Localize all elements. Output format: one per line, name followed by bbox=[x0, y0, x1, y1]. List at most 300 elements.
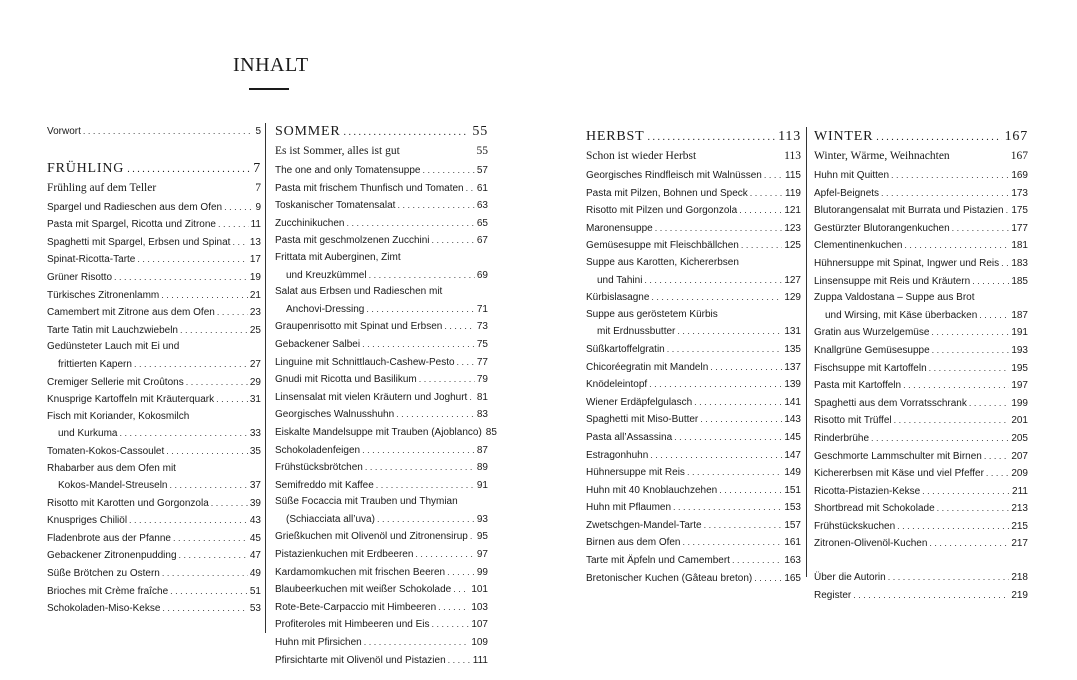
entry-title: Anchovi-Dressing bbox=[286, 303, 365, 315]
page-number: 61 bbox=[476, 182, 488, 194]
toc-entry[interactable] bbox=[814, 569, 1028, 587]
entry-title: und Kurkuma bbox=[58, 428, 118, 440]
entry-title: Kardamomkuchen mit frischen Beeren bbox=[275, 566, 446, 578]
page-number: 21 bbox=[249, 289, 261, 301]
dot-leader bbox=[438, 599, 469, 616]
toc-entry[interactable] bbox=[47, 547, 261, 565]
subtitle-text: Es ist Sommer, alles ist gut bbox=[275, 145, 400, 157]
toc-entry[interactable] bbox=[814, 237, 1028, 255]
page-number: 175 bbox=[1011, 205, 1028, 217]
entry-title: Knuspriges Chiliöl bbox=[47, 515, 128, 527]
toc-entry[interactable] bbox=[586, 202, 801, 220]
toc-entry[interactable] bbox=[47, 600, 261, 618]
entry-title: Grüner Risotto bbox=[47, 271, 113, 283]
page-number: 81 bbox=[476, 391, 488, 403]
entry-title: Huhn mit Quitten bbox=[814, 170, 890, 181]
toc-entry[interactable] bbox=[586, 185, 801, 203]
dot-leader bbox=[448, 652, 471, 669]
entry-title: Knödeleintopf bbox=[586, 379, 648, 391]
entry-title: und Wirsing, mit Käse überbacken bbox=[825, 309, 978, 321]
toc-entry[interactable] bbox=[275, 232, 488, 250]
entry-title: Huhn mit Pflaumen bbox=[586, 502, 672, 514]
entry-title: Pfirsichtarte mit Olivenöl und Pistazien bbox=[275, 654, 446, 666]
dot-leader bbox=[216, 391, 248, 408]
dot-leader bbox=[179, 547, 248, 564]
toc-entry[interactable] bbox=[47, 530, 261, 548]
toc-entry[interactable] bbox=[814, 273, 1028, 291]
toc-entry[interactable] bbox=[275, 389, 488, 407]
toc-entry[interactable] bbox=[275, 564, 488, 582]
toc-entry[interactable] bbox=[814, 465, 1028, 483]
page-number: 87 bbox=[476, 444, 488, 456]
dot-leader bbox=[764, 167, 783, 184]
entry-title: Clementinenkuchen bbox=[814, 240, 903, 252]
entry-title-line[interactable]: Rhabarber aus dem Ofen mit bbox=[47, 462, 176, 474]
page-number: 205 bbox=[1011, 432, 1028, 444]
toc-entry[interactable] bbox=[814, 587, 1028, 605]
page-number: 187 bbox=[1011, 309, 1028, 321]
entry-title: Zucchinikuchen bbox=[275, 217, 345, 229]
toc-entry[interactable] bbox=[275, 301, 488, 319]
entry-title: Georgisches Rindfleisch mit Walnüssen bbox=[586, 170, 762, 181]
dot-leader bbox=[931, 324, 1009, 341]
page-title: INHALT bbox=[233, 54, 309, 76]
dot-leader bbox=[217, 304, 248, 321]
page-number: 217 bbox=[1011, 538, 1028, 550]
toc-entry[interactable] bbox=[47, 425, 261, 443]
toc-entry[interactable] bbox=[814, 395, 1028, 413]
toc-entry[interactable] bbox=[586, 499, 801, 517]
toc-entry[interactable] bbox=[814, 360, 1028, 378]
entry-title: Hühnersuppe mit Spinat, Ingwer und Reis bbox=[814, 257, 1000, 269]
entry-title: Shortbread mit Schokolade bbox=[814, 503, 935, 515]
toc-entry[interactable] bbox=[275, 371, 488, 389]
toc-entries bbox=[275, 162, 497, 669]
toc-entry[interactable] bbox=[586, 534, 801, 552]
subtitle-page: 167 bbox=[1010, 150, 1028, 162]
page-number: 53 bbox=[249, 603, 261, 615]
toc-entry[interactable] bbox=[275, 652, 488, 670]
section-heading-fruehling[interactable] bbox=[47, 159, 261, 180]
dot-leader bbox=[644, 272, 782, 289]
dot-leader bbox=[710, 359, 782, 376]
page-number: 63 bbox=[476, 200, 488, 212]
page-number: 37 bbox=[249, 480, 261, 492]
page-number: 111 bbox=[472, 654, 488, 666]
toc-entry[interactable] bbox=[275, 267, 488, 285]
dot-leader bbox=[127, 160, 250, 180]
section-subtitle[interactable] bbox=[275, 143, 488, 159]
entry-title: Gnudi mit Ricotta und Basilikum bbox=[275, 374, 417, 386]
entry-title: Fladenbrote aus der Pfanne bbox=[47, 532, 171, 544]
toc-column-2 bbox=[275, 122, 497, 669]
toc-entry[interactable] bbox=[586, 552, 801, 570]
entry-title: Gebackener Salbei bbox=[275, 338, 361, 350]
toc-entry[interactable] bbox=[586, 429, 801, 447]
entry-title: Grießkuchen mit Olivenöl und Zitronensirup bbox=[275, 531, 468, 543]
entry-title: Frühstückskuchen bbox=[814, 520, 896, 532]
dot-leader bbox=[853, 587, 1009, 604]
entry-title: Schokoladen-Miso-Kekse bbox=[47, 603, 161, 615]
toc-entry[interactable] bbox=[47, 304, 261, 322]
dot-leader bbox=[129, 512, 248, 529]
entry-title: Linsensalat mit vielen Kräutern und Joghurt bbox=[275, 391, 468, 403]
entry-title: Linsensuppe mit Reis und Kräutern bbox=[814, 275, 971, 287]
page-number: 211 bbox=[1012, 485, 1028, 497]
page-number: 197 bbox=[1011, 380, 1028, 392]
toc-entry[interactable] bbox=[47, 199, 261, 217]
page-number: 97 bbox=[476, 549, 488, 561]
toc-entry[interactable] bbox=[47, 216, 261, 234]
page-number: 39 bbox=[249, 497, 261, 509]
toc-entry[interactable] bbox=[586, 411, 801, 429]
dot-leader bbox=[170, 477, 248, 494]
dot-leader bbox=[979, 307, 1009, 324]
toc-entries bbox=[47, 199, 261, 618]
dot-leader bbox=[894, 412, 1010, 429]
entry-title-line[interactable]: Salat aus Erbsen und Radieschen mit bbox=[275, 286, 443, 298]
toc-entries bbox=[814, 167, 1028, 553]
toc-entry[interactable] bbox=[47, 565, 261, 583]
dot-leader bbox=[972, 273, 1009, 290]
entry-title: Chicoréegratin mit Mandeln bbox=[586, 361, 709, 373]
section-heading-sommer[interactable] bbox=[275, 122, 488, 143]
section-subtitle[interactable] bbox=[47, 180, 261, 196]
section-subtitle[interactable] bbox=[586, 148, 801, 164]
toc-entry[interactable] bbox=[586, 167, 801, 185]
section-page: 113 bbox=[778, 129, 801, 144]
page-number: 19 bbox=[249, 271, 261, 283]
dot-leader bbox=[447, 564, 475, 581]
toc-entry[interactable] bbox=[586, 517, 801, 535]
subtitle-page: 113 bbox=[784, 150, 801, 162]
toc-entry[interactable] bbox=[586, 464, 801, 482]
entry-title-line[interactable]: Fisch mit Koriander, Kokosmilch bbox=[47, 410, 190, 422]
toc-entry[interactable] bbox=[47, 356, 261, 374]
page-number: 181 bbox=[1011, 240, 1028, 252]
toc-entry[interactable] bbox=[275, 477, 488, 495]
page-number: 149 bbox=[784, 467, 801, 479]
page-number: 119 bbox=[785, 187, 801, 199]
dot-leader bbox=[83, 123, 254, 140]
toc-entry[interactable] bbox=[47, 495, 261, 513]
page-number: 29 bbox=[249, 376, 261, 388]
page-number: 77 bbox=[476, 356, 488, 368]
entry-title: Ricotta-Pistazien-Kekse bbox=[814, 485, 921, 497]
toc-entry[interactable] bbox=[47, 269, 261, 287]
entry-title-line[interactable]: Suppe aus Karotten, Kichererbsen bbox=[586, 256, 739, 268]
toc-entry[interactable] bbox=[586, 359, 801, 377]
toc-entry[interactable] bbox=[586, 272, 801, 290]
page-number: 143 bbox=[784, 414, 801, 426]
entry-title: Risotto mit Pilzen und Gorgonzola bbox=[586, 205, 738, 217]
entry-title: Gemüsesuppe mit Fleischbällchen bbox=[586, 240, 739, 252]
entry-title-line[interactable]: Frittata mit Auberginen, Zimt bbox=[275, 251, 401, 263]
toc-entry[interactable] bbox=[814, 255, 1028, 273]
page-number: 79 bbox=[476, 374, 488, 386]
dot-leader bbox=[903, 377, 1009, 394]
toc-entry[interactable] bbox=[47, 322, 261, 340]
entry-title: Pasta mit frischem Thunfisch und Tomaten bbox=[275, 182, 464, 194]
toc-entry[interactable] bbox=[814, 185, 1028, 203]
dot-leader bbox=[700, 411, 782, 428]
toc-entry[interactable] bbox=[275, 634, 488, 652]
entry-title: und Tahini bbox=[597, 274, 643, 286]
page-number: 213 bbox=[1011, 503, 1028, 515]
toc-entry[interactable] bbox=[586, 447, 801, 465]
toc-entry[interactable] bbox=[586, 482, 801, 500]
entry-title: Camembert mit Zitrone aus dem Ofen bbox=[47, 307, 215, 319]
dot-leader bbox=[415, 546, 474, 563]
dot-leader bbox=[396, 406, 475, 423]
page-number: 57 bbox=[476, 165, 488, 176]
dot-leader bbox=[694, 394, 782, 411]
entry-title: The one and only Tomatensuppe bbox=[275, 165, 421, 176]
dot-leader bbox=[649, 376, 782, 393]
dot-leader bbox=[704, 517, 783, 534]
dot-leader bbox=[134, 356, 248, 373]
entry-title: Graupenrisotto mit Spinat und Erbsen bbox=[275, 321, 443, 333]
page-number: 183 bbox=[1011, 257, 1028, 269]
toc-entry[interactable] bbox=[586, 341, 801, 359]
entry-title: und Kreuzkümmel bbox=[286, 269, 367, 281]
toc-entry[interactable] bbox=[275, 354, 488, 372]
page-number: 121 bbox=[784, 205, 801, 217]
page-number: 129 bbox=[784, 292, 801, 304]
entry-title: Risotto mit Karotten und Gorgonzola bbox=[47, 497, 209, 509]
toc-entry[interactable] bbox=[275, 511, 488, 529]
toc-entry[interactable] bbox=[586, 289, 801, 307]
page-number: 185 bbox=[1011, 275, 1028, 287]
toc-entry[interactable] bbox=[275, 599, 488, 617]
toc-entry[interactable] bbox=[586, 237, 801, 255]
section-title: HERBST bbox=[586, 129, 645, 144]
toc-entry[interactable] bbox=[586, 376, 801, 394]
entry-title: Hühnersuppe mit Reis bbox=[586, 467, 685, 479]
toc-entry[interactable] bbox=[47, 512, 261, 530]
toc-entry[interactable] bbox=[275, 528, 488, 546]
page-number: 199 bbox=[1011, 397, 1028, 409]
toc-entry[interactable] bbox=[275, 616, 488, 634]
page-number: 139 bbox=[784, 379, 801, 391]
page-number: 101 bbox=[471, 584, 488, 596]
entry-title: Pasta mit Kartoffeln bbox=[814, 380, 902, 392]
toc-entry[interactable] bbox=[47, 443, 261, 461]
entry-title: Profiteroles mit Himbeeren und Eis bbox=[275, 619, 430, 631]
toc-entry[interactable] bbox=[814, 220, 1028, 238]
section-subtitle[interactable] bbox=[814, 148, 1028, 164]
toc-entry[interactable] bbox=[814, 342, 1028, 360]
toc-entry[interactable] bbox=[275, 406, 488, 424]
dot-leader bbox=[673, 499, 782, 516]
page-number: 151 bbox=[784, 484, 801, 496]
page-number: 49 bbox=[249, 568, 261, 580]
dot-leader bbox=[232, 234, 247, 251]
page-number: 218 bbox=[1011, 572, 1028, 584]
toc-entry[interactable] bbox=[814, 518, 1028, 536]
toc-entry[interactable] bbox=[275, 215, 488, 233]
page-number: 85 bbox=[485, 426, 497, 438]
entry-title: Pasta mit geschmolzenen Zucchini bbox=[275, 235, 430, 247]
toc-entry[interactable] bbox=[586, 570, 801, 588]
dot-leader bbox=[419, 371, 475, 388]
page-number: 109 bbox=[471, 637, 488, 649]
toc-entry[interactable] bbox=[814, 430, 1028, 448]
page-number: 127 bbox=[784, 274, 801, 286]
entry-title: Süßkartoffelgratin bbox=[586, 343, 665, 355]
entry-title-line[interactable]: Süße Focaccia mit Trauben und Thymian bbox=[275, 496, 458, 508]
subtitle-text: Frühling auf dem Teller bbox=[47, 181, 157, 194]
entry-title: Türkisches Zitronenlamm bbox=[47, 289, 160, 301]
dot-leader bbox=[180, 322, 248, 339]
entry-title: Kokos-Mandel-Streuseln bbox=[58, 480, 168, 492]
dot-leader bbox=[650, 447, 782, 464]
page-number: 123 bbox=[784, 222, 801, 234]
toc-entry[interactable] bbox=[47, 234, 261, 252]
dot-leader bbox=[647, 128, 775, 148]
dot-leader bbox=[683, 534, 783, 551]
toc-entry[interactable] bbox=[275, 424, 497, 442]
section-page: 167 bbox=[1004, 129, 1028, 144]
toc-entry[interactable] bbox=[814, 377, 1028, 395]
dot-leader bbox=[224, 199, 253, 216]
page-number: 93 bbox=[476, 513, 488, 525]
page-number: 5 bbox=[255, 126, 261, 137]
toc-entry[interactable] bbox=[814, 324, 1028, 342]
entry-title-line[interactable]: Zuppa Valdostana – Suppe aus Brot bbox=[814, 292, 975, 304]
dot-leader bbox=[369, 267, 475, 284]
page-number: 51 bbox=[249, 585, 261, 597]
page-number: 73 bbox=[476, 321, 488, 333]
page-number: 201 bbox=[1011, 415, 1028, 427]
dot-leader bbox=[162, 565, 248, 582]
dot-leader bbox=[932, 342, 1010, 359]
dot-leader bbox=[750, 185, 783, 202]
page-number: 35 bbox=[249, 445, 261, 457]
page-number: 215 bbox=[1011, 520, 1028, 532]
dot-leader bbox=[432, 616, 470, 633]
section-page: 55 bbox=[472, 124, 488, 139]
page-number: 177 bbox=[1011, 222, 1028, 234]
entry-title: Pasta all’Assassina bbox=[586, 431, 673, 443]
dot-leader bbox=[937, 500, 1010, 517]
column-divider-right bbox=[806, 127, 807, 577]
dot-leader bbox=[741, 237, 782, 254]
dot-leader bbox=[162, 600, 247, 617]
toc-entry[interactable] bbox=[586, 394, 801, 412]
toc-entry[interactable] bbox=[47, 477, 261, 495]
toc-entry[interactable] bbox=[47, 287, 261, 305]
dot-leader bbox=[655, 220, 783, 237]
page-number: 219 bbox=[1011, 589, 1028, 601]
entry-title: Vorwort bbox=[47, 126, 81, 137]
page-number: 43 bbox=[249, 515, 261, 527]
entry-title: Apfel-Beignets bbox=[814, 187, 880, 199]
toc-entry[interactable] bbox=[47, 374, 261, 392]
entry-title: Maronensuppe bbox=[586, 222, 653, 234]
toc-entry[interactable] bbox=[275, 442, 488, 460]
section-heading-winter[interactable] bbox=[814, 127, 1028, 148]
entry-title: Zwetschgen-Mandel-Tarte bbox=[586, 519, 702, 531]
entry-title-line[interactable]: Suppe aus geröstetem Kürbis bbox=[586, 308, 718, 320]
toc-entry[interactable] bbox=[814, 307, 1028, 325]
dot-leader bbox=[667, 341, 783, 358]
entry-title: Kichererbsen mit Käse und viel Pfeffer bbox=[814, 468, 984, 480]
entry-title: Über die Autorin bbox=[814, 572, 886, 584]
page-number: 173 bbox=[1011, 187, 1028, 199]
entry-title: Huhn mit 40 Knoblauchzehen bbox=[586, 484, 718, 496]
dot-leader bbox=[754, 570, 782, 587]
toc-entry[interactable] bbox=[814, 483, 1028, 501]
page-number: 65 bbox=[476, 217, 488, 229]
toc-entry[interactable] bbox=[814, 202, 1028, 220]
entry-title: Blutorangensalat mit Burrata und Pistazien bbox=[814, 205, 1004, 217]
dot-leader bbox=[677, 323, 782, 340]
entry-title: Gestürzter Blutorangenkuchen bbox=[814, 222, 950, 234]
toc-entry[interactable] bbox=[275, 162, 488, 180]
page-number: 45 bbox=[249, 532, 261, 544]
toc-entry[interactable] bbox=[275, 336, 488, 354]
dot-leader bbox=[952, 220, 1010, 237]
toc-entry[interactable] bbox=[814, 500, 1028, 518]
toc-entry[interactable] bbox=[47, 391, 261, 409]
dot-leader bbox=[362, 336, 475, 353]
page-number: 147 bbox=[784, 449, 801, 461]
toc-entry[interactable] bbox=[814, 535, 1028, 553]
toc-entry[interactable] bbox=[814, 448, 1028, 466]
toc-entry[interactable] bbox=[275, 197, 488, 215]
toc-entry[interactable] bbox=[47, 251, 261, 269]
page-number: 33 bbox=[249, 428, 261, 440]
toc-entry[interactable] bbox=[275, 581, 488, 599]
page-number: 115 bbox=[785, 170, 801, 181]
section-heading-herbst[interactable] bbox=[586, 127, 801, 148]
page-number: 153 bbox=[784, 502, 801, 514]
page-number: 135 bbox=[784, 343, 801, 355]
entry-title: Kürbislasagne bbox=[586, 292, 650, 304]
entry-title: Tarte Tatin mit Lauchzwiebeln bbox=[47, 324, 178, 336]
toc-entry-vorwort[interactable] bbox=[47, 123, 261, 141]
entry-title: frittierten Kapern bbox=[58, 358, 132, 370]
page-number: 83 bbox=[476, 409, 488, 421]
dot-leader bbox=[897, 518, 1009, 535]
entry-title: Rote-Bete-Carpaccio mit Himbeeren bbox=[275, 601, 437, 613]
entry-title-line[interactable]: Gedünsteter Lauch mit Ei und bbox=[47, 341, 180, 353]
toc-entry[interactable] bbox=[586, 220, 801, 238]
page-number: 17 bbox=[249, 254, 261, 266]
page-number: 157 bbox=[784, 519, 801, 531]
toc-entry[interactable] bbox=[586, 323, 801, 341]
dot-leader bbox=[888, 569, 1010, 586]
entry-title: Tarte mit Äpfeln und Camembert bbox=[586, 555, 730, 567]
toc-entry[interactable] bbox=[275, 459, 488, 477]
subtitle-text: Schon ist wieder Herbst bbox=[586, 150, 697, 162]
dot-leader bbox=[114, 269, 248, 286]
dot-leader bbox=[984, 448, 1009, 465]
dot-leader bbox=[444, 318, 475, 335]
dot-leader bbox=[986, 465, 1009, 482]
toc-entry[interactable] bbox=[47, 583, 261, 601]
page-number: 193 bbox=[1011, 344, 1028, 356]
entry-title: Wiener Erdäpfelgulasch bbox=[586, 396, 693, 408]
toc-entry[interactable] bbox=[275, 180, 488, 198]
toc-entry[interactable] bbox=[814, 412, 1028, 430]
page-number: 89 bbox=[476, 462, 488, 474]
dot-leader bbox=[170, 583, 248, 600]
toc-entry[interactable] bbox=[275, 318, 488, 336]
toc-entry[interactable] bbox=[275, 546, 488, 564]
toc-entry[interactable] bbox=[814, 167, 1028, 185]
